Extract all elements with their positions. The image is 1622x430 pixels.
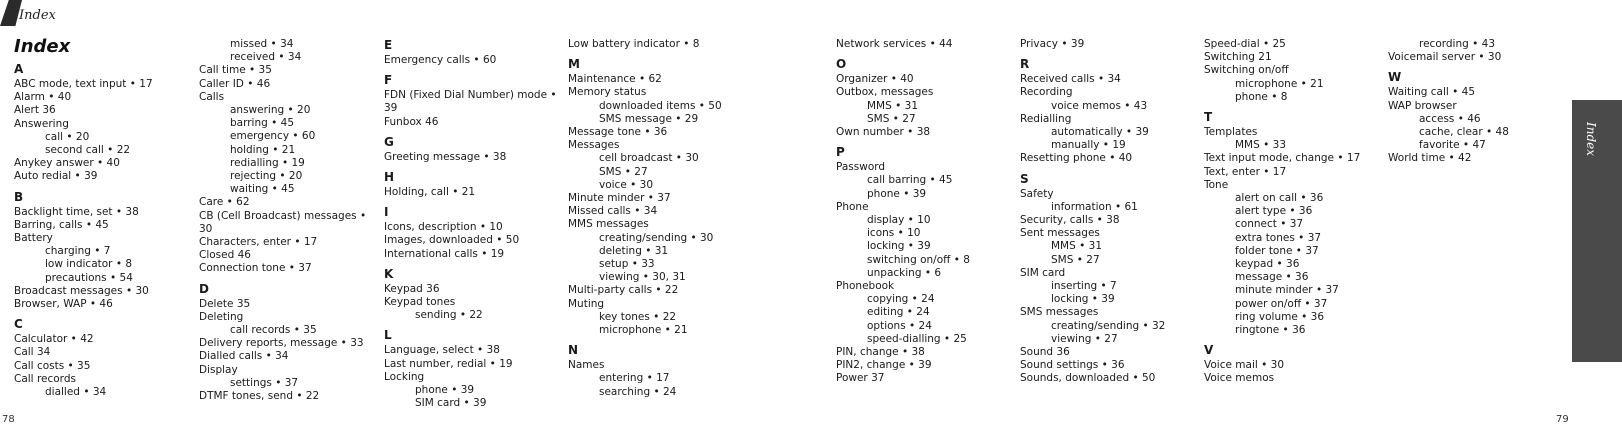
index-entry: Text, enter • 17 xyxy=(1204,165,1287,178)
index-subentry: call • 20 xyxy=(45,130,90,143)
index-subentry: MMS • 31 xyxy=(1051,240,1103,253)
index-subentry: viewing • 30, 31 xyxy=(599,271,686,284)
index-subentry: SIM card • 39 xyxy=(415,397,487,410)
index-subentry: redialling • 19 xyxy=(230,156,305,169)
index-entry: Organizer • 40 xyxy=(836,73,914,86)
index-entry: Missed calls • 34 xyxy=(568,205,658,218)
index-entry: Icons, description • 10 xyxy=(384,221,503,234)
index-subentry: editing • 24 xyxy=(867,306,930,319)
index-entry: Sound settings • 36 xyxy=(1020,359,1125,372)
index-entry: Switching 21 xyxy=(1204,51,1272,64)
index-entry: Calls xyxy=(199,90,225,103)
index-entry: Delivery reports, message • 33 xyxy=(199,337,364,350)
index-entry: Outbox, messages xyxy=(836,86,934,99)
index-subentry: connect • 37 xyxy=(1235,218,1304,231)
index-entry: Care • 62 xyxy=(199,196,250,209)
index-subentry: message • 36 xyxy=(1235,271,1309,284)
index-subentry: extra tones • 37 xyxy=(1235,231,1322,244)
index-entry: Messages xyxy=(568,139,620,152)
index-subentry: barring • 45 xyxy=(230,117,295,130)
index-entry: SIM card xyxy=(1020,266,1066,279)
index-letter-heading: E xyxy=(384,38,393,52)
index-entry: Voice memos xyxy=(1204,372,1275,385)
index-subentry: options • 24 xyxy=(867,319,932,332)
index-subentry: entering • 17 xyxy=(599,372,670,385)
index-subentry: searching • 24 xyxy=(599,385,677,398)
index-entry: Redialling xyxy=(1020,112,1072,125)
index-entry: Characters, enter • 17 xyxy=(199,236,318,249)
index-column-3 xyxy=(384,38,560,410)
index-entry: Delete 35 xyxy=(199,297,251,310)
index-letter-heading: H xyxy=(384,170,395,185)
index-subentry: SMS • 27 xyxy=(1051,253,1100,266)
index-column-4 xyxy=(568,38,744,399)
index-subentry: phone • 39 xyxy=(867,187,927,200)
side-tab-label: Index xyxy=(1584,122,1598,157)
index-subentry: microphone • 21 xyxy=(599,324,688,337)
index-letter-heading: F xyxy=(384,73,393,88)
page-number-right: 79 xyxy=(1556,414,1569,425)
index-entry: Alarm • 40 xyxy=(14,91,72,104)
index-letter-heading: O xyxy=(836,57,847,72)
index-entry: Holding, call • 21 xyxy=(384,186,476,199)
index-letter-heading: L xyxy=(384,328,392,343)
index-entry: Maintenance • 62 xyxy=(568,73,662,86)
index-letter-heading: S xyxy=(1020,171,1029,186)
index-letter-heading: M xyxy=(568,57,580,72)
index-entry: Keypad 36 xyxy=(384,282,440,295)
index-subentry: access • 46 xyxy=(1419,112,1481,125)
index-subentry: cache, clear • 48 xyxy=(1419,126,1509,139)
index-subentry: dialled • 34 xyxy=(45,386,107,399)
index-subentry: deleting • 31 xyxy=(599,244,669,257)
index-subentry: SMS message • 29 xyxy=(599,112,699,125)
index-subentry: phone • 39 xyxy=(415,384,475,397)
index-entry: PIN, change • 38 xyxy=(836,346,925,359)
index-subentry: information • 61 xyxy=(1051,200,1138,213)
index-subentry: settings • 37 xyxy=(230,376,299,389)
index-entry: Phone xyxy=(836,200,869,213)
index-entry: Minute minder • 37 xyxy=(568,192,671,205)
index-letter-heading: C xyxy=(14,317,23,332)
index-subentry: holding • 21 xyxy=(230,143,296,156)
index-entry: Phonebook xyxy=(836,280,895,293)
index-entry: Anykey answer • 40 xyxy=(14,157,120,170)
index-subentry: charging • 7 xyxy=(45,245,111,258)
index-entry: Language, select • 38 xyxy=(384,344,500,357)
index-letter-heading: V xyxy=(1204,343,1214,358)
index-subentry: voice • 30 xyxy=(599,178,654,191)
index-letter-heading: N xyxy=(568,343,579,358)
index-subentry: call barring • 45 xyxy=(867,174,953,187)
index-subentry: cell broadcast • 30 xyxy=(599,152,699,165)
index-subentry: locking • 39 xyxy=(1051,293,1115,306)
index-subentry: second call • 22 xyxy=(45,144,131,157)
index-subentry: minute minder • 37 xyxy=(1235,284,1339,297)
index-entry: Multi-party calls • 22 xyxy=(568,284,679,297)
index-subentry: phone • 8 xyxy=(1235,90,1288,103)
index-entry: MMS messages xyxy=(568,218,649,231)
index-entry: International calls • 19 xyxy=(384,247,505,260)
index-entry: Own number • 38 xyxy=(836,126,931,139)
index-letter-heading: I xyxy=(384,205,389,220)
index-subentry: voice memos • 43 xyxy=(1051,99,1148,112)
index-entry: Memory status xyxy=(568,86,647,99)
index-entry: Broadcast messages • 30 xyxy=(14,284,149,297)
index-subentry: sending • 22 xyxy=(415,309,483,322)
running-header: Index xyxy=(19,8,56,23)
index-subentry: manually • 19 xyxy=(1051,139,1126,152)
index-subentry: switching on/off • 8 xyxy=(867,253,970,266)
index-entry: Power 37 xyxy=(836,372,885,385)
index-entry: Dialled calls • 34 xyxy=(199,350,289,363)
index-subentry: keypad • 36 xyxy=(1235,258,1300,271)
index-entry: Low battery indicator • 8 xyxy=(568,38,700,50)
index-entry: Battery xyxy=(14,232,53,245)
index-subentry: MMS • 31 xyxy=(867,99,919,112)
index-entry: Call costs • 35 xyxy=(14,359,91,372)
index-entry: Waiting call • 45 xyxy=(1388,86,1476,99)
index-subentry: key tones • 22 xyxy=(599,310,677,323)
index-letter-heading: B xyxy=(14,189,24,204)
index-entry: Last number, redial • 19 xyxy=(384,357,513,370)
index-entry: Tone xyxy=(1204,178,1229,191)
index-entry: SMS messages xyxy=(1020,306,1099,319)
index-subentry: SMS • 27 xyxy=(867,112,916,125)
index-letter-heading: T xyxy=(1204,110,1213,125)
index-subentry: emergency • 60 xyxy=(230,130,316,143)
index-entry: Security, calls • 38 xyxy=(1020,214,1120,227)
index-entry: Templates xyxy=(1204,126,1258,139)
index-entry: Images, downloaded • 50 xyxy=(384,234,520,247)
index-subentry: precautions • 54 xyxy=(45,271,133,284)
index-subentry: ringtone • 36 xyxy=(1235,324,1306,337)
index-entry: Greeting message • 38 xyxy=(384,150,507,163)
index-entry: Sounds, downloaded • 50 xyxy=(1020,372,1156,385)
index-entry: Caller ID • 46 xyxy=(199,77,271,90)
index-entry: CB (Cell Broadcast) messages • 30 xyxy=(199,209,367,235)
index-entry: Answering xyxy=(14,117,69,130)
index-entry: Call time • 35 xyxy=(199,64,272,77)
index-entry: Locking xyxy=(384,370,425,383)
index-entry: Deleting xyxy=(199,310,244,323)
page-title: Index xyxy=(14,36,71,57)
index-entry: Received calls • 34 xyxy=(1020,73,1121,86)
index-entry: Alert 36 xyxy=(14,104,56,117)
page-number-left: 78 xyxy=(2,414,15,425)
index-entry: Sent messages xyxy=(1020,227,1100,240)
index-subentry: setup • 33 xyxy=(599,258,655,271)
index-subentry: folder tone • 37 xyxy=(1235,244,1319,257)
index-subentry: SMS • 27 xyxy=(599,165,648,178)
index-entry: Privacy • 39 xyxy=(1020,38,1085,50)
index-subentry: recording • 43 xyxy=(1419,38,1496,50)
index-letter-heading: K xyxy=(384,266,394,281)
index-entry: Voice mail • 30 xyxy=(1204,359,1285,372)
index-entry: Password xyxy=(836,161,886,174)
index-subentry: alert on call • 36 xyxy=(1235,192,1324,205)
index-column-6 xyxy=(1020,38,1196,386)
index-subentry: display • 10 xyxy=(867,214,931,227)
index-entry: Backlight time, set • 38 xyxy=(14,205,139,218)
index-entry: Call 34 xyxy=(14,346,51,359)
index-subentry: viewing • 27 xyxy=(1051,332,1118,345)
index-entry: Barring, calls • 45 xyxy=(14,218,109,231)
index-entry: Connection tone • 37 xyxy=(199,262,312,275)
index-column-5 xyxy=(836,38,1012,386)
index-entry: Browser, WAP • 46 xyxy=(14,298,113,311)
index-subentry: downloaded items • 50 xyxy=(599,99,722,112)
index-entry: WAP browser xyxy=(1388,99,1457,112)
index-entry: Muting xyxy=(568,297,605,310)
index-subentry: call records • 35 xyxy=(230,324,317,337)
index-subentry: automatically • 39 xyxy=(1051,126,1149,139)
index-subentry: inserting • 7 xyxy=(1051,280,1117,293)
index-entry: Speed-dial • 25 xyxy=(1204,38,1286,50)
index-column-7 xyxy=(1204,38,1380,386)
index-entry: Call records xyxy=(14,372,76,385)
index-subentry: alert type • 36 xyxy=(1235,205,1313,218)
index-entry: Sound 36 xyxy=(1020,346,1070,359)
index-letter-heading: G xyxy=(384,134,394,149)
index-entry: FDN (Fixed Dial Number) mode • 39 xyxy=(384,89,557,115)
index-entry: Network services • 44 xyxy=(836,38,953,50)
index-subentry: creating/sending • 32 xyxy=(1051,319,1166,332)
index-subentry: rejecting • 20 xyxy=(230,170,303,183)
index-letter-heading: D xyxy=(199,281,209,296)
index-entry: Display xyxy=(199,363,238,376)
index-subentry: copying • 24 xyxy=(867,293,935,306)
index-entry: Message tone • 36 xyxy=(568,126,668,139)
index-entry: Funbox 46 xyxy=(384,115,439,128)
index-subentry: favorite • 47 xyxy=(1419,139,1486,152)
index-entry: Auto redial • 39 xyxy=(14,170,98,183)
index-letter-heading: A xyxy=(14,62,24,76)
index-column-1 xyxy=(14,62,190,399)
index-subentry: icons • 10 xyxy=(867,227,921,240)
index-column-8 xyxy=(1388,38,1564,166)
index-entry: World time • 42 xyxy=(1388,152,1472,165)
index-entry: ABC mode, text input • 17 xyxy=(14,78,153,90)
index-entry: DTMF tones, send • 22 xyxy=(199,390,320,403)
index-entry: Safety xyxy=(1020,187,1054,200)
index-subentry: power on/off • 37 xyxy=(1235,297,1328,310)
index-subentry: received • 34 xyxy=(230,51,302,64)
index-entry: Switching on/off xyxy=(1204,64,1289,77)
index-entry: Closed 46 xyxy=(199,249,251,262)
index-subentry: missed • 34 xyxy=(230,38,294,50)
index-entry: Text input mode, change • 17 xyxy=(1204,152,1361,165)
index-entry: Voicemail server • 30 xyxy=(1388,51,1502,64)
index-letter-heading: P xyxy=(836,145,845,160)
index-subentry: waiting • 45 xyxy=(230,183,295,196)
index-subentry: unpacking • 6 xyxy=(867,266,942,279)
index-entry: PIN2, change • 39 xyxy=(836,359,932,372)
index-entry: Recording xyxy=(1020,86,1073,99)
index-letter-heading: W xyxy=(1388,70,1402,85)
index-entry: Names xyxy=(568,359,605,372)
index-subentry: answering • 20 xyxy=(230,104,311,117)
index-subentry: ring volume • 36 xyxy=(1235,310,1325,323)
index-subentry: low indicator • 8 xyxy=(45,258,133,271)
index-subentry: locking • 39 xyxy=(867,240,931,253)
index-column-2 xyxy=(199,38,375,403)
index-entry: Keypad tones xyxy=(384,296,456,309)
index-subentry: creating/sending • 30 xyxy=(599,231,714,244)
index-entry: Emergency calls • 60 xyxy=(384,54,497,66)
index-subentry: microphone • 21 xyxy=(1235,77,1324,90)
index-subentry: speed-dialling • 25 xyxy=(867,332,967,345)
index-letter-heading: R xyxy=(1020,57,1030,72)
index-subentry: MMS • 33 xyxy=(1235,139,1287,152)
index-entry: Resetting phone • 40 xyxy=(1020,152,1133,165)
index-entry: Calculator • 42 xyxy=(14,333,94,346)
